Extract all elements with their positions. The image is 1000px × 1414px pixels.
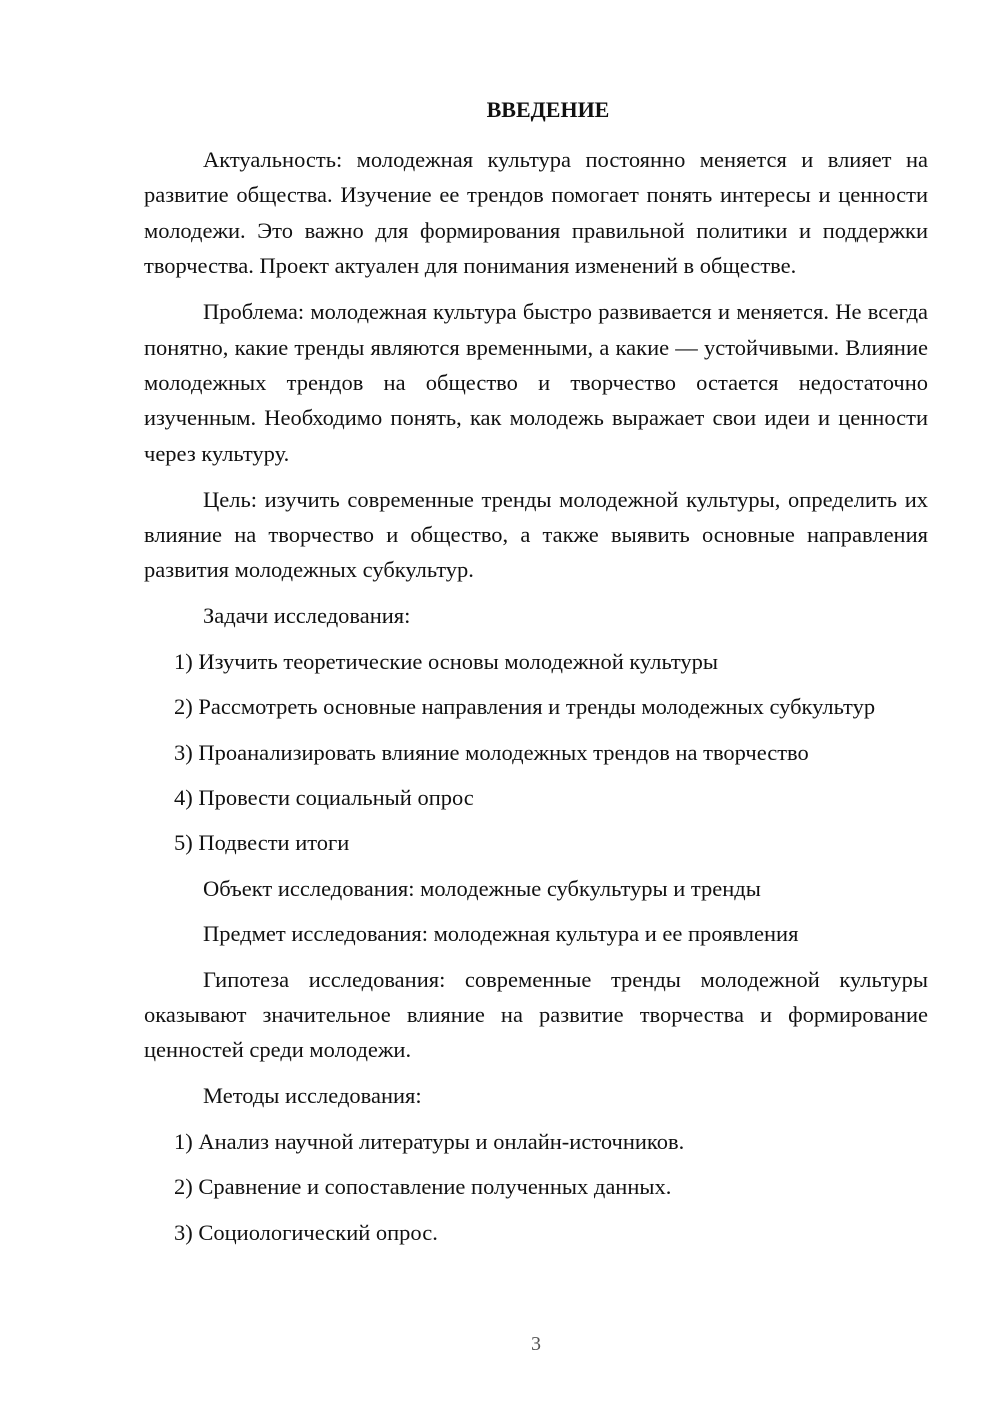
method-item-3: 3) Социологический опрос. xyxy=(174,1219,438,1245)
object-line: Объект исследования: молодежные субкультуры и тренды xyxy=(203,875,761,901)
task-item-4: 4) Провести социальный опрос xyxy=(174,785,474,810)
method-item-1: 1) Анализ научной литературы и онлайн-источников. xyxy=(174,1128,685,1154)
section-title: ВВЕДЕНИЕ xyxy=(486,97,610,122)
tasks-heading: Задачи исследования: xyxy=(203,603,411,629)
document-page xyxy=(144,92,928,1260)
page-number: 3 xyxy=(531,1333,541,1355)
hypothesis-paragraph: Гипотеза исследования: современные тренды молодежной культуры оказывают значительное влияние на развитие творчества и формирование ценностей среди молодежи. xyxy=(144,966,928,1063)
subject-line: Предмет исследования: молодежная культура и ее проявления xyxy=(203,921,799,947)
task-item-5: 5) Подвести итоги xyxy=(174,830,350,856)
relevance-paragraph: Актуальность: молодежная культура постоянно меняется и влияет на развитие общества. Изучение ее трендов помогает понять интересы и ценности молодежи. Это важно для формирования правильной политики и поддержки творчества. Проект актуален для понимания изменений в обществе. xyxy=(144,147,928,279)
task-item-2: 2) Рассмотреть основные направления и тренды молодежных субкультур xyxy=(174,694,876,720)
task-item-3: 3) Проанализировать влияние молодежных трендов на творчество xyxy=(174,739,809,765)
task-item-1: 1) Изучить теоретические основы молодежной культуры xyxy=(174,648,719,674)
problem-paragraph: Проблема: молодежная культура быстро развивается и меняется. Не всегда понятно, какие тренды являются временными, а какие — устойчивыми. Влияние молодежных трендов на общество и творчество остается недостаточно изученным. Необходимо понять, как молодежь выражает свои идеи и ценности через культуру. xyxy=(144,299,928,466)
goal-paragraph: Цель: изучить современные тренды молодежной культуры, определить их влияние на творчество и общество, а также выявить основные направления развития молодежных субкультур. xyxy=(144,486,928,583)
methods-heading: Методы исследования: xyxy=(203,1083,422,1109)
method-item-2: 2) Сравнение и сопоставление полученных данных. xyxy=(174,1174,672,1200)
